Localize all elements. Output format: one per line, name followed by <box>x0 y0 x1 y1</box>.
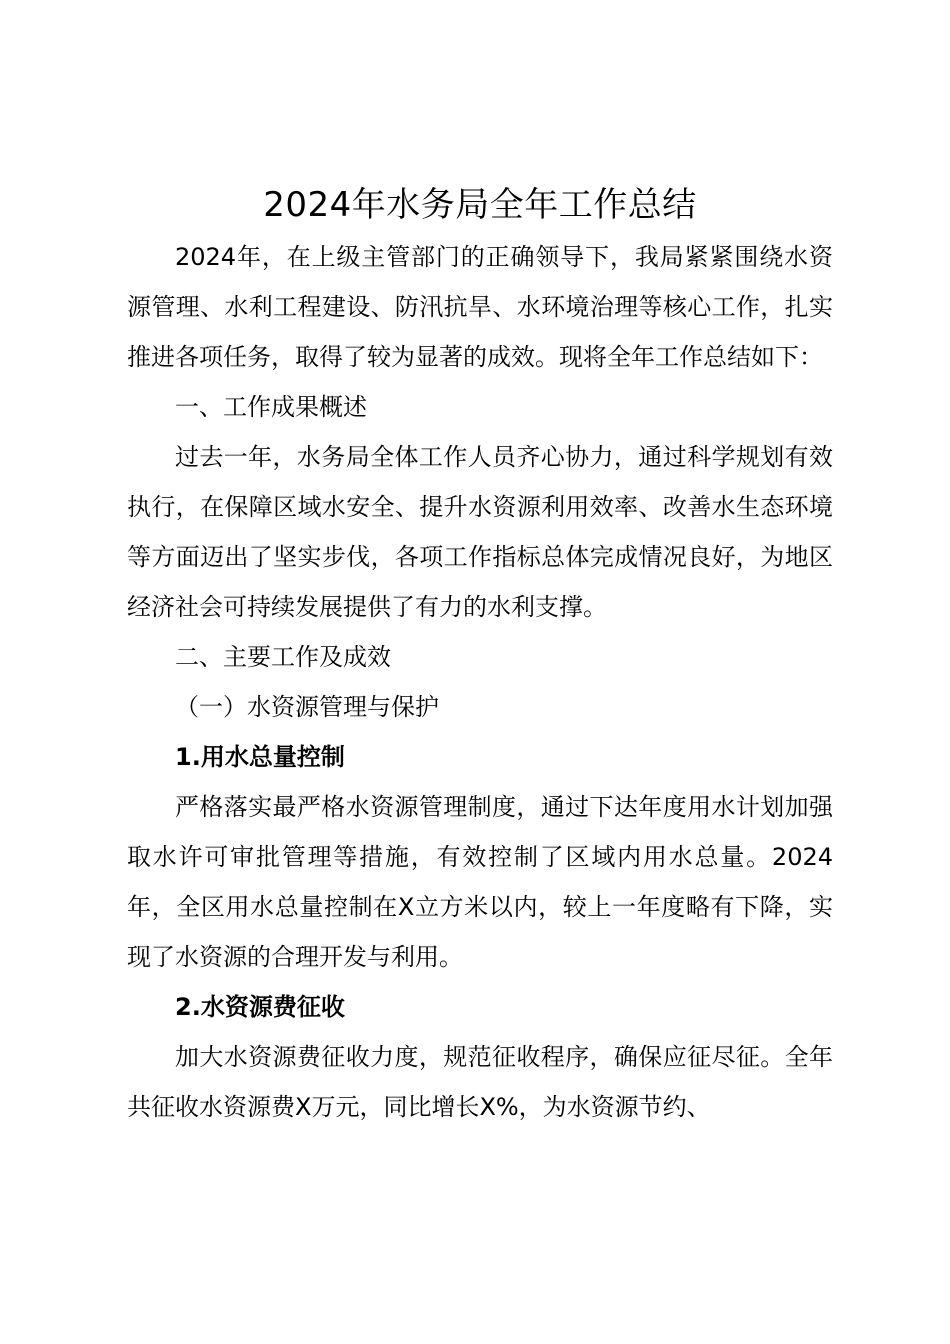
subsection-heading-water-resources: （一）水资源管理与保护 <box>175 693 439 721</box>
water-fee-paragraph: 加大水资源费征收力度，规范征收程序，确保应征尽征。全年共征收水资源费X万元，同比增长X%，为水资源节约、 <box>127 1043 833 1121</box>
document-body <box>127 178 833 1132</box>
item-heading-total-water-use: 1.用水总量控制 <box>175 743 345 771</box>
item-heading-water-fee: 2.水资源费征收 <box>175 993 345 1021</box>
document-title: 2024年水务局全年工作总结 <box>263 185 697 225</box>
overview-paragraph: 过去一年，水务局全体工作人员齐心协力，通过科学规划有效执行，在保障区域水安全、提升水资源利用效率、改善水生态环境等方面迈出了坚实步伐，各项工作指标总体完成情况良好，为地区经济社会可持续发展提供了有力的水利支撑。 <box>127 443 833 621</box>
section-heading-main-work: 二、主要工作及成效 <box>175 643 391 671</box>
section-heading-overview: 一、工作成果概述 <box>175 393 367 421</box>
total-water-use-paragraph: 严格落实最严格水资源管理制度，通过下达年度用水计划加强取水许可审批管理等措施，有效控制了区域内用水总量。2024年，全区用水总量控制在X立方米以内，较上一年度略有下降，实现了水资源的合理开发与利用。 <box>127 793 833 971</box>
intro-paragraph: 2024年，在上级主管部门的正确领导下，我局紧紧围绕水资源管理、水利工程建设、防汛抗旱、水环境治理等核心工作，扎实推进各项任务，取得了较为显著的成效。现将全年工作总结如下： <box>127 243 833 371</box>
